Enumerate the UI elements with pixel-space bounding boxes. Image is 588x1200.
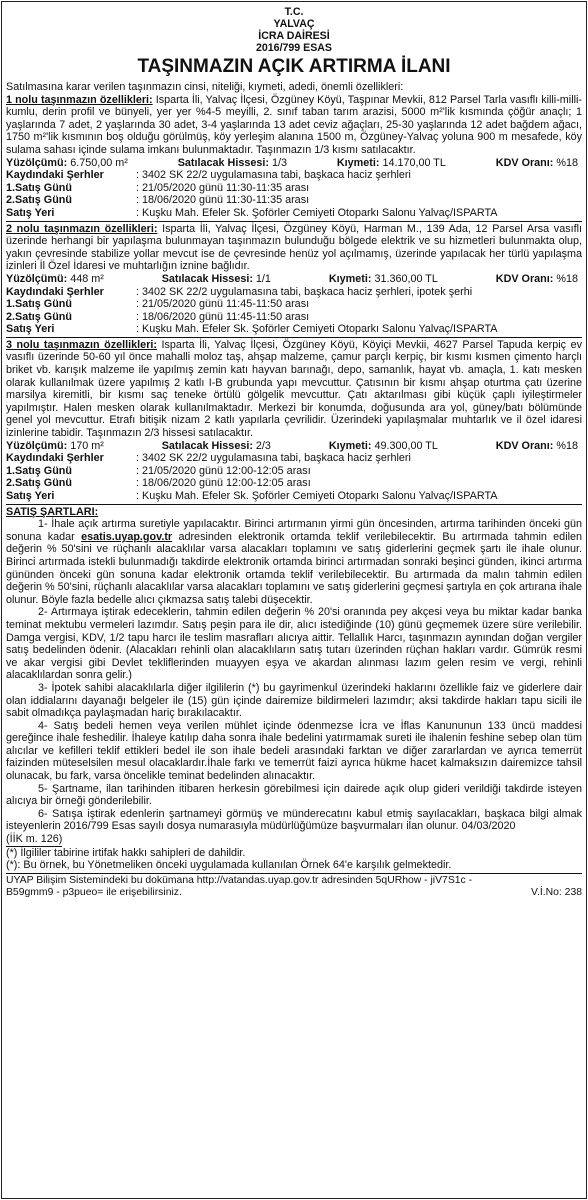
header-office: İCRA DAİRESİ [258, 30, 330, 42]
condition-1 [6, 518, 582, 606]
intro-text: Satılmasına karar verilen taşınmazın cinsi, niteliği, kıymeti, adedi, önemli özellikleri: [6, 81, 404, 93]
row-label: 2.Satış Günü [6, 194, 72, 207]
area-value: 6.750,00 m² [70, 156, 128, 169]
second-sale-date-row [6, 194, 582, 207]
row-value: : 21/05/2020 günü 12:00-12:05 arası [136, 464, 311, 477]
law-reference-line [6, 833, 582, 847]
footer-row [6, 887, 582, 899]
esatis-link[interactable]: esatis.uyap.gov.tr [81, 530, 173, 543]
condition-3: 3- İpotek sahibi alacaklılarla diğer ilgililerin (*) bu gayrimenkul üzerindeki haklarını özellikle faiz ve giderlere dair olan iddialarını dayanağı belgeler ile (15) gün içinde dairemize bildirmeleri lazımdır; aksi takdirde hakları tapu sicili ile sabit olmadıkça paylaşmadan hariç bırakılacaktır. [6, 681, 582, 720]
area-label: Yüzölçümü: [6, 439, 68, 452]
vat-stat [496, 273, 578, 286]
row-value: : 3402 SK 22/2 uygulamasına tabi, başkaca haciz şerhleri [136, 169, 411, 182]
header-tc: T.C. [284, 6, 304, 18]
share-label: Satılacak Hissesi: [161, 272, 253, 285]
annotations-row [6, 452, 582, 465]
row-label: 1.Satış Günü [6, 464, 72, 477]
vat-stat [496, 440, 578, 453]
property-stats [6, 273, 582, 286]
condition-text: adresinden elektronik ortamda teklif verilebilecektir. Bu artırmada tahmin edilen değerin % 50'sini ve rüçhanlı alacaklılar varsa alacakları toplamını ve satış giderlerini geçmek şartı ile ihale olunur. Birinci artırmada istekli bulunmadığı takdirde elektronik ortamda birinci artırmadan sonraki beşinci günden, ikinci artırma gününden önceki gün sonuna kadar elektronik ortamda teklif verilebilecektir. Bu artırmada da malın tahmin edilen değerin % 50'sini, rüçhanlı alacaklılar varsa alacakları toplamını ve satış giderlerini geçmesi şartıyla en çok artırana ihale olunur. Böyle fazla bedelle alıcı çıkmazsa satış talebi düşecektir. [6, 530, 582, 606]
vat-stat [496, 157, 578, 170]
value-amount: 14.170,00 TL [382, 156, 446, 169]
condition-2: 2- Artırmaya iştirak edeceklerin, tahmin edilen değerin % 20'si oranında pey akçesi veya bu miktar kadar banka teminat mektubu vermeleri lazımdır. Satış peşin para ile dir, alıcı istediğinde (10) günü geçmemek üzere süre verilebilir. Damga vergisi, KDV, 1/2 tapu harcı ile teslim masrafları alıcıya aittir. Tellallık Harcı, taşınmazın aynından doğan vergiler satış bedelinden ödenir. (Alacakları rehinli olan alacaklıların satış tutarı üzerinden rüçhan hakları vardır. Gümrük resmi ve akar vergisi gibi Devlet tekliflerinden muayyen eşya ve akardan alınması lazım gelen resim ve vergi, rehinli alacaklılardan sonra gelir.) [6, 606, 582, 682]
divider [6, 504, 582, 505]
vat-value: %18 [556, 156, 578, 169]
vat-label: KDV Oranı: [495, 272, 554, 285]
row-label: 2.Satış Günü [6, 310, 72, 323]
sale-location-row [6, 490, 582, 503]
row-label: 1.Satış Günü [6, 181, 72, 194]
property-stats [6, 157, 582, 170]
property-heading: 3 nolu taşınmazın özellikleri: [6, 338, 157, 351]
row-value: : Kuşku Mah. Efeler Sk. Şoförler Cemiyeti Otoparkı Salonu Yalvaç/ISPARTA [136, 323, 498, 336]
row-label: Satış Yeri [6, 323, 55, 336]
annotations-row [6, 286, 582, 299]
annotations-row [6, 169, 582, 182]
ad-content [6, 6, 582, 899]
property-2 [6, 223, 582, 338]
row-label: 2.Satış Günü [6, 477, 72, 490]
vat-value: %18 [556, 272, 578, 285]
row-value: : 21/05/2020 günü 11:45-11:50 arası [136, 298, 310, 311]
row-label: Kaydındaki Şerhler [6, 285, 104, 298]
share-value: 1/3 [271, 156, 287, 169]
sale-location-row [6, 323, 582, 336]
property-description [6, 223, 582, 273]
row-value: : 21/05/2020 günü 11:30-11:35 arası [136, 181, 310, 194]
value-stat [337, 157, 446, 170]
condition-text: 1- İhale açık artırma suretiyle yapılacaktır. Birinci artırmanın yirmi gün öncesinden, artırma tarihinden önceki gün sonuna kadar [6, 518, 582, 543]
page-title: TAŞINMAZIN AÇIK ARTIRMA İLANI [137, 56, 451, 77]
property-text: Isparta İli, Yalvaç İlçesi, Özgüney Köyü, Köyiçi Mevkii, 4627 Parsel Tapuda kerpiç ev vasıflı üzerinde 50-60 yıl önce mahalli moloz taş, ahşap malzeme, çamur parçlı kerpiç, bir kısmı kısmen çimento harçlı briket vb. karışık malzeme ile yapılmış zemin katı hayvan barınağı, depo, samanlık, hayat vb. amaçla, 1. katı mesken olarak kullanılmak üzere yapılmış 2 katlı I-B grubunda yapı mevcuttur. Çatısının bir kısmı ahşap oturtma çatı üzerine marsilya kiremitli, bir kısmı saç teneke örtülü gölgelik mevcuttur. Çatı aktarılması gibi küçük çaplı iyileştirmeler yapılmıştır. Halen mesken olarak kullanılmaktadır. Merkezi bir konumda, doğusunda ara yol, güney/batı bölümünde genel yol mevcuttur. Etrafı bitişik nizam 2 katlı yapılarla çevrilidir. Üzerindeki yapılaşmalar muhtarlık ve il özel idaresi izinlerine tabidir. Taşınmazın 2/3 hissesi satılacaktır. [6, 338, 582, 440]
header-district: YALVAÇ [273, 18, 315, 30]
area-stat [6, 273, 104, 286]
area-label: Yüzölçümü: [6, 272, 68, 285]
row-label: Satış Yeri [6, 206, 55, 219]
row-value: : Kuşku Mah. Efeler Sk. Şoförler Cemiyeti Otoparkı Salonu Yalvaç/ISPARTA [136, 490, 498, 502]
share-value: 2/3 [255, 439, 271, 452]
vat-label: KDV Oranı: [495, 439, 554, 452]
row-value: : 3402 SK 22/2 uygulamasına tabi, başkaca haciz şerhleri [136, 452, 411, 465]
area-stat [6, 440, 104, 453]
value-label: Kıymeti: [336, 156, 380, 169]
row-label: Satış Yeri [6, 490, 55, 502]
property-text: Isparta İli, Yalvaç İlçesi, Özgüney Köyü, Taşpınar Mevkii, 812 Parsel Tarla vasıflı killi-milli-kumlu, derin profil ve bünyeli, yer yer %4-5 meyilli, 2. sınıf taban tarım arazisi, 5000 m²'lik kısmında çöğür anaçlı; 1 yaşlarında 7 adet, 2 yaşlarında 30 adet, 3-4 yaşlarında 13 adet ceviz ağaçları, 25-30 yaşlarında 12 adet bağdem ağacı, 1750 m²'lik kısmının boş olduğu görülmüş, köy yerleşim alanına 1500 m, Özgüney-Yalvaç yoluna 900 m mesafede, köy sulama sahası içinde sulama imkanı bulunmaktadır. Taşınmazın 1/3 kısmı satılacaktır. [6, 93, 582, 156]
row-value: : 18/06/2020 günü 11:30-11:35 arası [136, 194, 310, 207]
share-label: Satılacak Hissesi: [177, 156, 269, 169]
share-value: 1/1 [255, 272, 271, 285]
row-value: : Kuşku Mah. Efeler Sk. Şoförler Cemiyeti Otoparkı Salonu Yalvaç/ISPARTA [136, 206, 498, 219]
value-stat [329, 273, 438, 286]
property-3 [6, 339, 582, 505]
first-sale-date-row [6, 298, 582, 311]
property-heading: 1 nolu taşınmazın özellikleri: [6, 93, 153, 106]
footer [6, 875, 582, 899]
area-label: Yüzölçümü: [6, 156, 68, 169]
value-amount: 31.360,00 TL [374, 272, 438, 285]
share-stat [162, 273, 271, 286]
area-stat [6, 157, 128, 170]
row-label: Kaydındaki Şerhler [6, 169, 104, 182]
access-code: B59gmm9 - p3pueo= ile erişebilirsiniz. [6, 886, 182, 898]
property-heading: 2 nolu taşınmazın özellikleri: [6, 222, 158, 235]
row-value: : 3402 SK 22/2 uygulamasına tabi, başkaca haciz şerhleri, ipotek şerhi [136, 285, 473, 298]
property-description [6, 94, 582, 157]
property-text: Isparta İli, Yalvaç İlçesi, Özgüney Köyü, Harman M., 139 Ada, 12 Parsel Arsa vasıflı üzerinde herhangi bir yapılaşma bulunmayan taşınmazın bulunduğu bölgede elektrik ve su hizmetleri bulunmakta olup, yakın çevresinde stabilize yollar mevcut ise de çevresinde henüz yol açılmamış, üzerinde yapılacak her türlü yapılaşma izinleri İl Özel İdaresi ve muhtarlığın iznine bağlıdır. [6, 222, 582, 273]
row-value: : 18/06/2020 günü 11:45-11:50 arası [136, 310, 310, 323]
property-1 [6, 94, 582, 222]
value-label: Kıymeti: [328, 439, 372, 452]
condition-4: 4- Satış bedeli hemen veya verilen mühlet içinde ödenmezse İcra ve İflas Kanununun 133 üncü maddesi gereğince ihale feshedilir. İhaleye katılıp daha sonra ihale bedelini yatırmamak sureti ile ihalenin feshine sebep olan tüm alıcılar ve kefilleri teklif ettikleri bedel ile son ihale bedeli arasındaki farktan ve diğer zararlardan ve ayrıca temerrüt faizinden müteselsilen mesul olacaklardır.İhale farkı ve temerrüt faizi ayrıca hükme hacet kalmaksızın dairemizce tahsil olunacak, bu fark, varsa öncelikle teminat bedelinden alınacaktır. [6, 719, 582, 783]
value-label: Kıymeti: [328, 272, 372, 285]
sale-location-row [6, 207, 582, 220]
divider [6, 873, 582, 874]
sale-conditions [6, 506, 582, 872]
area-value: 448 m² [70, 272, 104, 285]
first-sale-date-row [6, 182, 582, 195]
property-description [6, 339, 582, 440]
value-amount: 49.300,00 TL [374, 439, 438, 452]
value-stat [329, 440, 438, 453]
row-label: Kaydındaki Şerhler [6, 452, 104, 465]
note-form-reference: (*): Bu örnek, bu Yönetmeliken önceki uygulamada kullanılan Örnek 64'e karşılık gelmektedir. [6, 859, 452, 872]
row-label: 1.Satış Günü [6, 298, 72, 311]
condition-6: 6- Satışa iştirak edenlerin şartnameyi görmüş ve münderecatını kabul etmiş sayılacakları, başkaca bilgi almak isteyenlerin 2016/799 Esas sayılı dosya numarasıyla müdürlüğümüze başvurmaları ilan olunur. 04/03/2020 [6, 807, 582, 833]
second-sale-date-row [6, 311, 582, 324]
vat-label: KDV Oranı: [495, 156, 554, 169]
conditions-heading: SATIŞ ŞARTLARI: [6, 505, 99, 518]
uyap-access-line: UYAP Bilişim Sistemindeki bu dokümana http://vatandas.uyap.gov.tr adresinden 5qURhow - jiV7S1c - [6, 874, 473, 886]
condition-5: 5- Şartname, ilan tarihinden itibaren herkesin görebilmesi için dairede açık olup gideri verildiği takdirde isteyen alıcıya bir örneği gönderilebilir. [6, 782, 582, 808]
vat-value: %18 [556, 439, 578, 452]
note-stakeholders: (*) İlgililer tabirine irtifak hakkı sahipleri de dahildir. [6, 846, 246, 859]
share-stat [162, 440, 271, 453]
area-value: 170 m² [70, 439, 104, 452]
divider [6, 221, 582, 222]
divider [6, 337, 582, 338]
share-label: Satılacak Hissesi: [161, 439, 253, 452]
vi-number: V.İ.No: 238 [530, 886, 582, 898]
law-reference: (İİK m. 126) [6, 833, 63, 846]
share-stat [178, 157, 287, 170]
property-stats [6, 440, 582, 453]
header-case-number: 2016/799 ESAS [256, 42, 332, 54]
second-sale-date-row [6, 477, 582, 490]
first-sale-date-row [6, 465, 582, 478]
row-value: : 18/06/2020 günü 12:00-12:05 arası [136, 477, 311, 490]
